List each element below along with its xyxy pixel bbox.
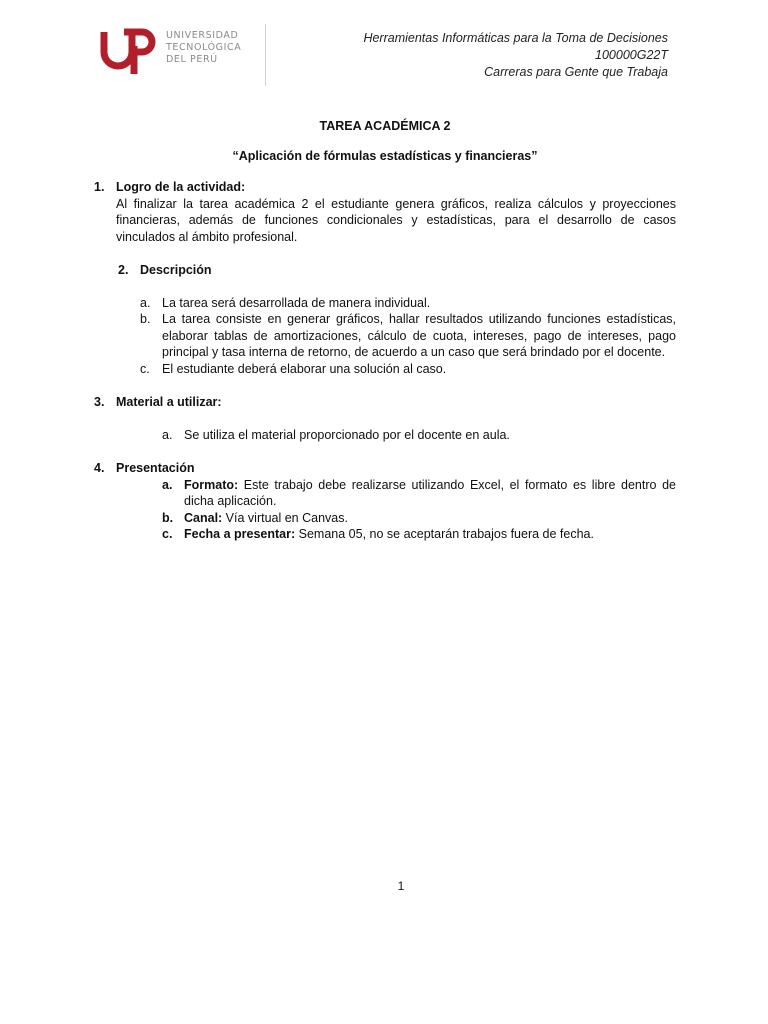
page-number: 1 [397,879,405,893]
utp-logo [100,24,270,84]
logo-line-3: DEL PERÚ [166,54,218,65]
logo-line-1: UNIVERSIDAD [166,30,239,41]
list-item: c. Fecha a presentar: Semana 05, no se aceptarán trabajos fuera de fecha. [162,527,594,541]
logo-divider [265,24,266,86]
section-material [94,394,676,443]
logo-text [166,30,241,66]
section-title: Descripción [140,263,212,277]
section-presentacion [94,460,676,543]
list-item: c. El estudiante deberá elaborar una solución al caso. [140,361,447,376]
list-item: a. Formato: Este trabajo debe realizarse utilizando Excel, el formato es libre dentro de dicha aplicación. [162,477,676,508]
section-logro [94,179,676,245]
document-subtitle: “Aplicación de fórmulas estadísticas y financieras” [232,148,538,163]
header-program: Carreras para Gente que Trabaja [484,65,668,79]
document-title: TAREA ACADÉMICA 2 [319,119,451,133]
header-course: Herramientas Informáticas para la Toma de Decisiones [363,31,668,45]
section-number: 1. [94,180,105,194]
section-descripcion [94,262,676,377]
document-header [363,30,668,81]
section-title: Logro de la actividad: [116,180,246,194]
section-title: Presentación [116,461,195,475]
material-list [162,427,676,444]
presentacion-list [162,477,676,543]
list-item: a. La tarea será desarrollada de manera individual. [140,295,431,310]
descripcion-list [140,295,676,378]
list-item: b. La tarea consiste en generar gráficos, hallar resultados utilizando funciones estadísticas, elaborar tablas de amortizaciones, cálculo de cuota, intereses, pago de intereses, pago principal y tasa interna de retorno, de acuerdo a un caso que será brindado por el docente. [140,312,676,359]
utp-logo-mark [100,28,158,78]
header-code: 100000G22T [595,48,668,62]
logo-line-2: TECNOLÓGICA [166,42,242,53]
section-text: Al finalizar la tarea académica 2 el estudiante genera gráficos, realiza cálculos y proyecciones financieras, además de funciones condicionales y estadísticas, para el desarrollo de casos vinculados al ámbito profesional. [116,196,676,244]
section-number: 3. [94,395,105,409]
section-title: Material a utilizar: [116,395,222,409]
document-body [94,118,676,560]
section-number: 4. [94,461,105,475]
list-item: a. Se utiliza el material proporcionado por el docente en aula. [162,427,510,442]
list-item: b. Canal: Vía virtual en Canvas. [162,510,348,525]
section-number: 2. [118,263,129,277]
